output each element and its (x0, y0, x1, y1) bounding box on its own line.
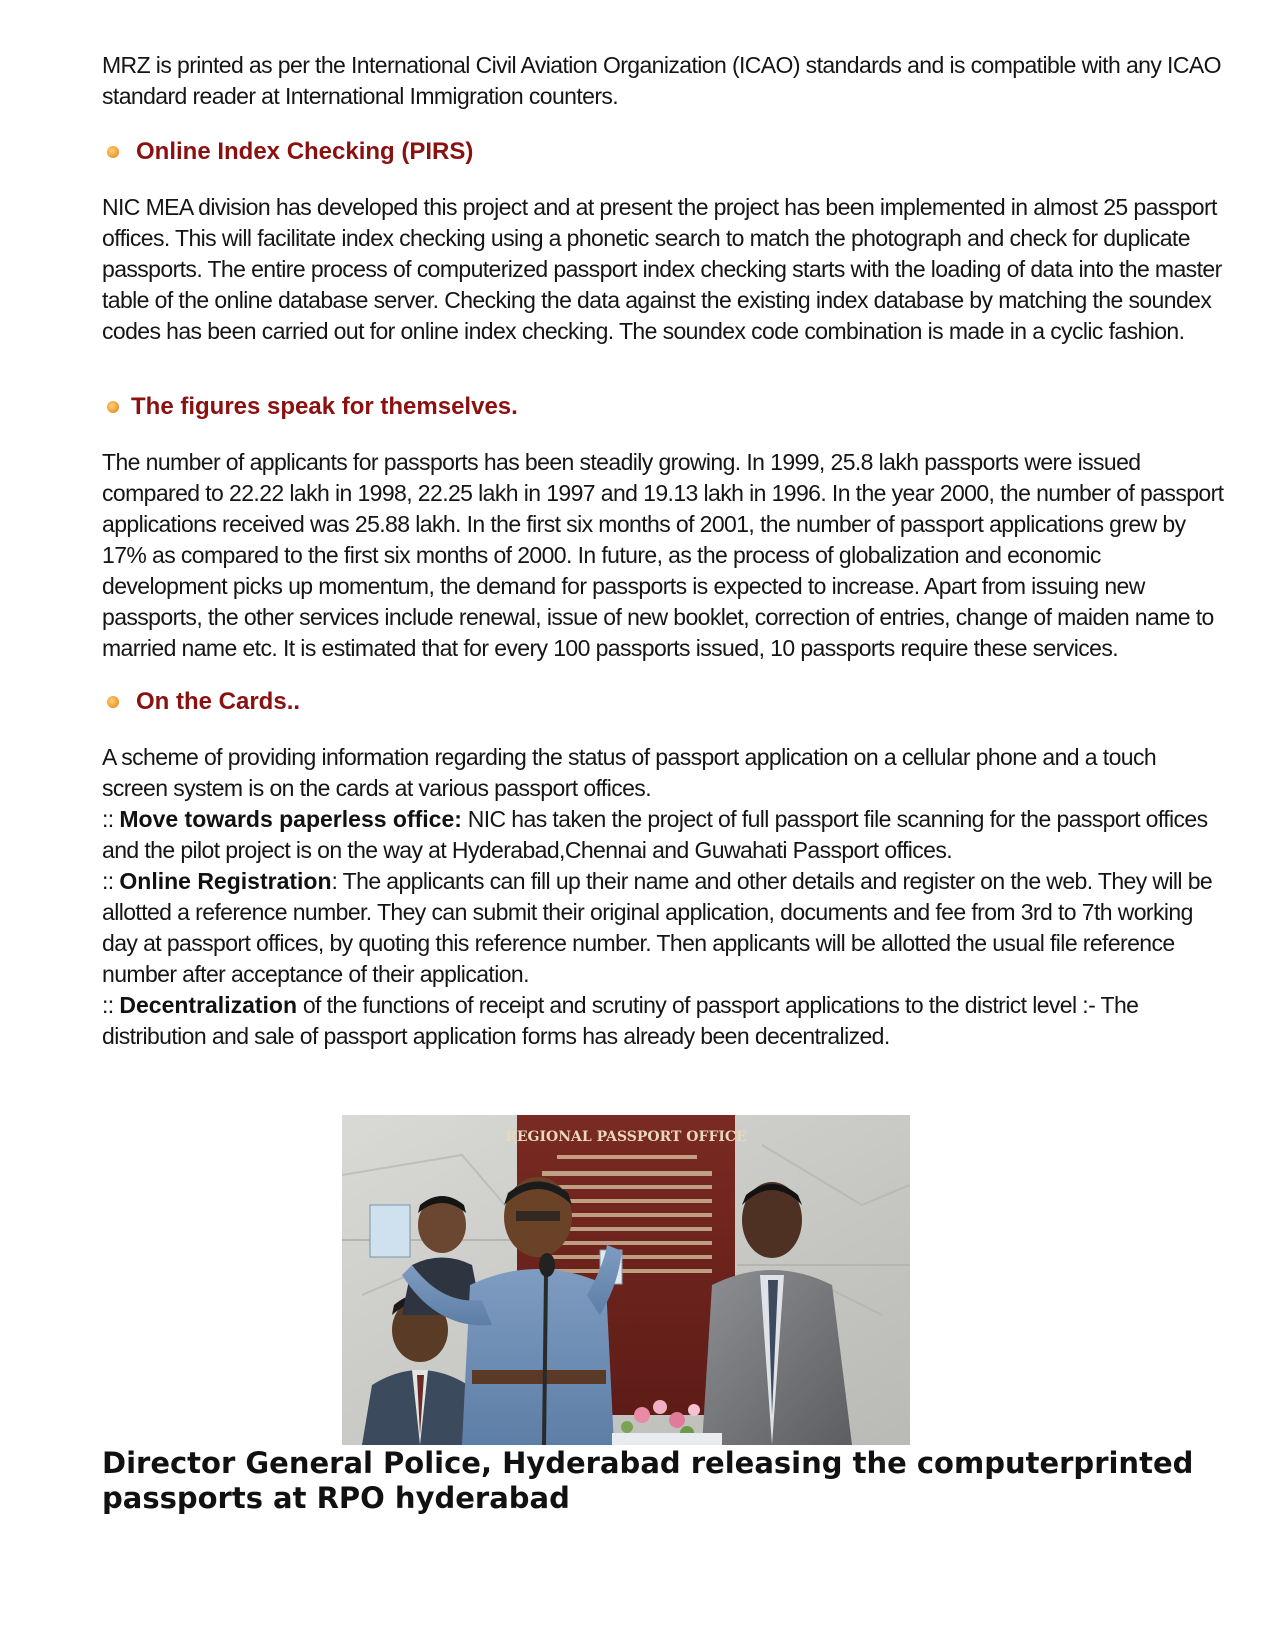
photo-caption: Director General Police, Hyderabad releasing the computerprinted passports at RPO hyderabad (102, 1446, 1194, 1515)
section-heading-text: On the Cards.. (136, 688, 301, 715)
list-item-online-registration: :: Online Registration: The applicants can fill up their name and other details and register on the web. They will be allotted a reference number. They can submit their original application, documents and fee from 3rd to 7th working day at passport offices, by quoting this reference number. Then applicants will be allotted the usual file reference number after acceptance of their application. (102, 868, 1213, 987)
section-paragraph-pirs: NIC MEA division has developed this project and at present the project has been implemented in almost 25 passport offices. This will facilitate index checking using a phonetic search to match the photograph and check for duplicate passports. The entire process of computerized passport index checking starts with the loading of data into the master table of the online database server. Checking the data against the existing index database by matching the soundex codes has been carried out for online index checking. The soundex code combination is made in a cyclic fashion. (102, 194, 1222, 344)
section-paragraph-cards: A scheme of providing information regarding the status of passport application on a cellular phone and a touch screen system is on the cards at various passport offices. (102, 744, 1157, 801)
intro-paragraph: MRZ is printed as per the International Civil Aviation Organization (ICAO) standards and is compatible with any ICAO standard reader at International Immigration counters. (102, 52, 1221, 109)
section-heading-text: Online Index Checking (PIRS) (136, 138, 474, 165)
list-item-lead: Online Registration (119, 868, 332, 894)
list-item-paperless: :: Move towards paperless office: NIC has taken the project of full passport file scanning for the passport offices and the pilot project is on the way at Hyderabad,Chennai and Guwahati Passport offices. (102, 806, 1208, 863)
list-item-decentralization: :: Decentralization of the functions of receipt and scrutiny of passport applications to the district level :- The distribution and sale of passport application forms has already been decentralized. (102, 992, 1139, 1049)
section-body-cards (102, 742, 1227, 1052)
section-heading-cards (102, 688, 1227, 716)
section-heading-text: The figures speak for themselves. (131, 393, 518, 420)
document-body (102, 50, 1227, 1052)
section-heading-figures (102, 393, 1227, 421)
event-photo (342, 1115, 910, 1445)
bullet-icon (107, 146, 119, 158)
section-heading-pirs (102, 138, 1227, 166)
board-sign-text: REGIONAL PASSPORT OFFICE (505, 1129, 747, 1145)
section-paragraph-figures: The number of applicants for passports has been steadily growing. In 1999, 25.8 lakh passports were issued compared to 22.22 lakh in 1998, 22.25 lakh in 1997 and 19.13 lakh in 1996. In the year 2000, the number of passport applications received was 25.88 lakh. In the first six months of 2001, the number of passport applications grew by 17% as compared to the first six months of 2000. In future, as the process of globalization and economic development picks up momentum, the demand for passports is expected to increase. Apart from issuing new passports, the other services include renewal, issue of new booklet, correction of entries, change of maiden name to married name etc. It is estimated that for every 100 passports issued, 10 passports require these services. (102, 449, 1224, 661)
bullet-icon (107, 401, 119, 413)
bullet-icon (107, 696, 119, 708)
list-item-lead: Decentralization (119, 992, 298, 1018)
list-item-lead: Move towards paperless office: (119, 806, 462, 832)
